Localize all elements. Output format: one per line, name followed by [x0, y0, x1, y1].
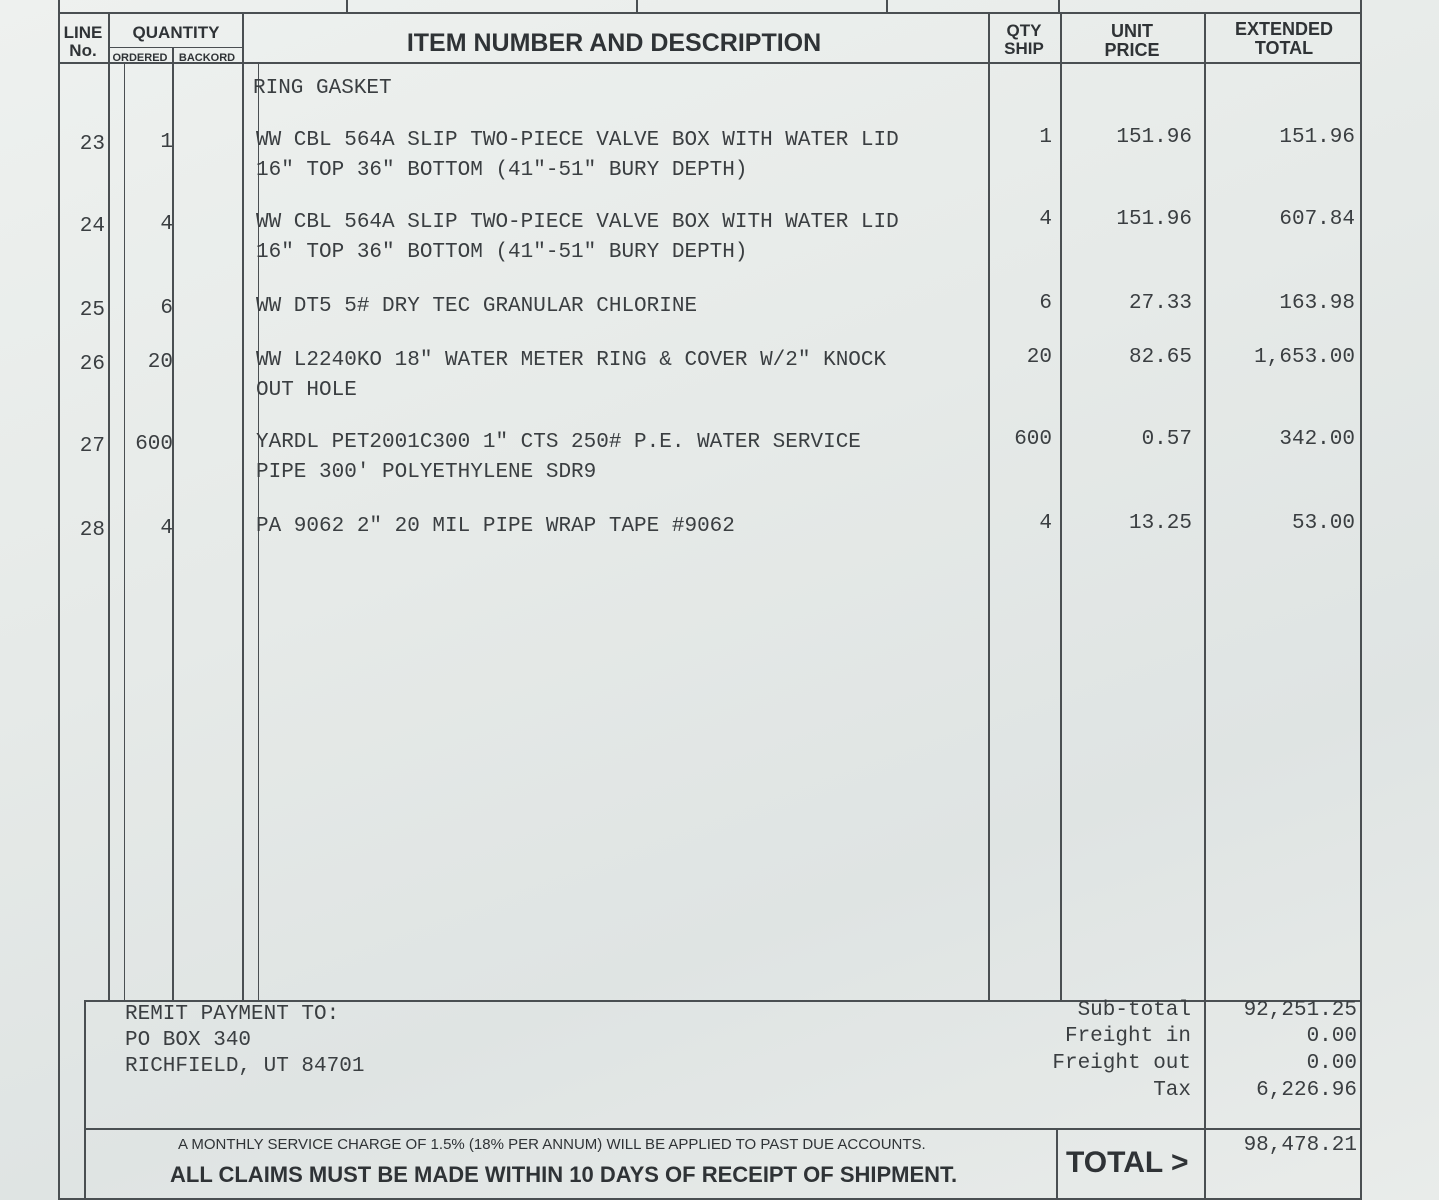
- item-description-line1: WW CBL 564A SLIP TWO-PIECE VALVE BOX WITH WATER LID: [256, 211, 899, 234]
- total-label: TOTAL >: [1066, 1146, 1189, 1179]
- extended-total: 607.84: [1279, 208, 1355, 231]
- qty-shipped: 4: [1039, 208, 1052, 231]
- qty-shipped: 1: [1039, 126, 1052, 149]
- line-number: 28: [79, 519, 105, 542]
- unit-price: 27.33: [1128, 292, 1192, 315]
- header-extended-total: [1206, 20, 1362, 58]
- item-description-line1: WW L2240KO 18" WATER METER RING & COVER W/2" KNOCK: [256, 349, 887, 372]
- extended-total: 342.00: [1279, 428, 1355, 451]
- qty-shipped: 600: [1014, 428, 1052, 451]
- top-strip: [58, 0, 1362, 12]
- line-number: 24: [79, 215, 105, 238]
- header-ship-label: SHIP: [1004, 38, 1044, 58]
- freight-in-label: Freight in: [1064, 1025, 1191, 1048]
- extended-total: 53.00: [1291, 512, 1355, 535]
- remit-label: REMIT PAYMENT TO:: [125, 1003, 340, 1026]
- qty-shipped: 4: [1039, 512, 1052, 535]
- qty-ordered: 1: [160, 131, 173, 154]
- header-backord: BACKORD: [178, 52, 236, 64]
- carryover-description: RING GASKET: [253, 77, 392, 100]
- line-number: 23: [79, 133, 105, 156]
- header-item-description: ITEM NUMBER AND DESCRIPTION: [406, 29, 822, 57]
- header-no-label: No.: [69, 40, 97, 60]
- line-number: 27: [79, 435, 105, 458]
- header-line-label: LINE: [63, 23, 103, 42]
- header-unit-label: UNIT: [1111, 21, 1153, 41]
- unit-price: 13.25: [1128, 512, 1192, 535]
- qty-ordered: 4: [160, 213, 173, 236]
- item-description-line1: WW DT5 5# DRY TEC GRANULAR CHLORINE: [256, 295, 698, 318]
- item-description-line2: 16" TOP 36" BOTTOM (41"-51" BURY DEPTH): [256, 159, 748, 182]
- item-description-line1: YARDL PET2001C300 1" CTS 250# P.E. WATER SERVICE: [256, 431, 861, 454]
- unit-price: 151.96: [1116, 126, 1192, 149]
- remit-address-line2: RICHFIELD, UT 84701: [125, 1055, 365, 1078]
- header-qty-ship: [988, 22, 1060, 58]
- qty-ordered: 20: [147, 351, 173, 374]
- extended-total: 163.98: [1279, 292, 1355, 315]
- item-description-line2: OUT HOLE: [256, 379, 357, 402]
- freight-out-label: Freight out: [1052, 1052, 1191, 1075]
- freight-out-value: 0.00: [1306, 1052, 1357, 1075]
- unit-price: 0.57: [1141, 428, 1192, 451]
- qty-ordered: 600: [135, 433, 173, 456]
- item-description-line1: WW CBL 564A SLIP TWO-PIECE VALVE BOX WITH WATER LID: [256, 129, 899, 152]
- claims-notice: ALL CLAIMS MUST BE MADE WITHIN 10 DAYS OF RECEIPT OF SHIPMENT.: [170, 1162, 958, 1187]
- qty-ordered: 4: [160, 517, 173, 540]
- qty-shipped: 20: [1026, 346, 1052, 369]
- header-total-label: TOTAL: [1254, 37, 1314, 58]
- item-description-line1: PA 9062 2" 20 MIL PIPE WRAP TAPE #9062: [256, 515, 735, 538]
- extended-total: 1,653.00: [1254, 346, 1355, 369]
- subtotal-value: 92,251.25: [1243, 999, 1357, 1022]
- unit-price: 151.96: [1116, 208, 1192, 231]
- extended-total: 151.96: [1279, 126, 1355, 149]
- service-charge-notice: A MONTHLY SERVICE CHARGE OF 1.5% (18% PER ANNUM) WILL BE APPLIED TO PAST DUE ACCOUNTS.: [178, 1136, 926, 1153]
- total-value: 98,478.21: [1243, 1134, 1357, 1157]
- unit-price: 82.65: [1128, 346, 1192, 369]
- header-qty-label: QTY: [1006, 21, 1042, 40]
- item-description-line2: PIPE 300' POLYETHYLENE SDR9: [256, 461, 597, 484]
- freight-in-value: 0.00: [1306, 1025, 1357, 1048]
- tax-label: Tax: [1153, 1079, 1191, 1102]
- header-quantity: QUANTITY: [132, 23, 220, 42]
- line-number: 25: [79, 299, 105, 322]
- line-number: 26: [79, 353, 105, 376]
- header-ordered: ORDERED: [112, 52, 168, 64]
- header-extended-label: EXTENDED: [1234, 19, 1333, 39]
- remit-address-line1: PO BOX 340: [125, 1029, 252, 1052]
- header-unit-price: [1060, 22, 1204, 60]
- tax-value: 6,226.96: [1256, 1079, 1357, 1102]
- qty-shipped: 6: [1039, 292, 1052, 315]
- header-line-no: [58, 24, 108, 60]
- header-price-label: PRICE: [1104, 39, 1160, 60]
- subtotal-label: Sub-total: [1077, 999, 1191, 1022]
- qty-ordered: 6: [160, 297, 173, 320]
- item-description-line2: 16" TOP 36" BOTTOM (41"-51" BURY DEPTH): [256, 241, 748, 264]
